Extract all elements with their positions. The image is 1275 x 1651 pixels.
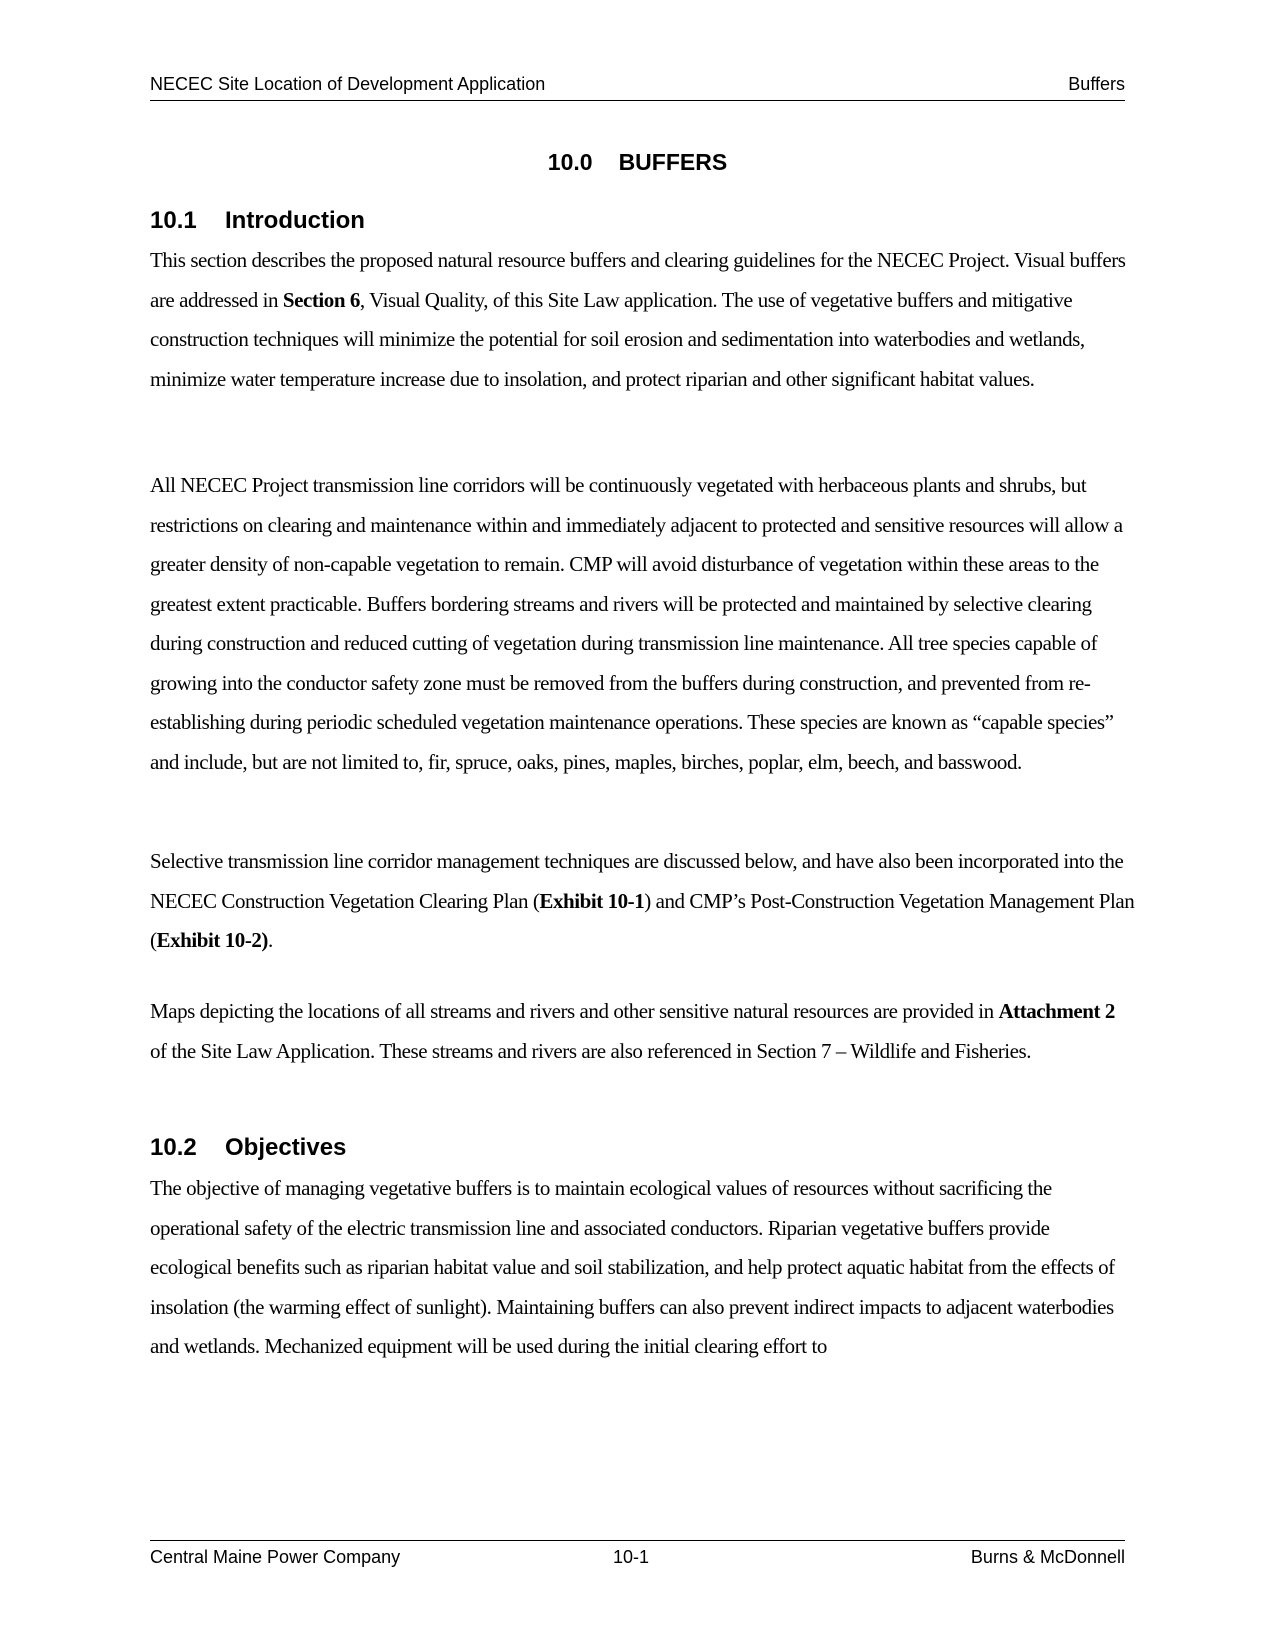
page-number: 10-1 <box>612 1547 650 1567</box>
paragraph-text: Maps depicting the locations of all streams and rivers and other sensitive natural resources are provided in <box>150 999 999 1023</box>
paragraph-objectives <box>150 1169 1135 1367</box>
reference-attachment-2: Attachment 2 <box>998 999 1115 1023</box>
paragraph-management-techniques <box>150 842 1135 961</box>
section-title: Introduction <box>225 207 365 234</box>
reference-exhibit-10-2: Exhibit 10-2) <box>156 928 268 952</box>
running-footer <box>150 1540 1125 1571</box>
paragraph-text: Selective transmission line corridor management techniques are discussed below, and have also been incorporated into the NECEC Construction Vegetation Clearing Plan ( <box>150 849 1124 913</box>
footer-author: Burns & McDonnell <box>970 1547 1125 1567</box>
header-section-name: Buffers <box>1068 74 1125 94</box>
paragraph-text: of the Site Law Application. These streams and rivers are also referenced in Section 7 – Wildlife and Fisheries. <box>150 1038 1032 1063</box>
section-number: 10.1 <box>150 207 197 234</box>
paragraph-text: , Visual Quality, of this Site Law application. The use of vegetative buffers and mitigative construction techniques will minimize the potential for soil erosion and sedimentation into waterbodies and wetlands, minimize water temperature increase due to insolation, and protect riparian and other significant habitat values. <box>150 287 1085 391</box>
paragraph-corridor-vegetation <box>150 466 1135 782</box>
section-heading-objectives <box>150 1134 346 1162</box>
paragraph-maps <box>150 992 1135 1071</box>
reference-section-6: Section 6 <box>282 287 360 312</box>
reference-exhibit-10-1: Exhibit 10-1 <box>539 888 645 913</box>
section-number: 10.2 <box>150 1134 197 1161</box>
chapter-title-text: BUFFERS <box>618 149 728 175</box>
paragraph-text: . <box>267 928 273 952</box>
paragraph-text: This section describes the proposed natural resource buffers and clearing guidelines for the NECEC Project. Visual buffers are addressed in <box>150 248 1126 312</box>
running-header <box>150 72 1125 101</box>
footer-company: Central Maine Power Company <box>150 1547 401 1567</box>
chapter-number: 10.0 <box>547 149 593 175</box>
paragraph-text: All NECEC Project transmission line corridors will be continuously vegetated with herbaceous plants and shrubs, but restrictions on clearing and maintenance within and immediately adjacent to protected and sensitive resources will allow a greater density of non-capable vegetation to remain. CMP will avoid disturbance of vegetation within these areas to the greatest extent practicable. Buffers bordering streams and rivers will be protected and maintained by selective clearing during construction and reduced cutting of vegetation during transmission line maintenance. All tree species capable of growing into the conductor safety zone must be removed from the buffers during construction, and prevented from re-establishing during periodic scheduled vegetation maintenance operations. These species are known as “capable species” and include, but are not limited to, fir, spruce, oaks, pines, maples, birches, poplar, elm, beech, and basswood. <box>150 473 1123 774</box>
section-heading-introduction <box>150 207 365 235</box>
header-document-title: NECEC Site Location of Development Application <box>150 74 546 94</box>
paragraph-text: The objective of managing vegetative buffers is to maintain ecological values of resources without sacrificing the operational safety of the electric transmission line and associated conductors. Riparian vegetative buffers provide ecological benefits such as riparian habitat value and soil stabilization, and help protect aquatic habitat from the effects of insolation (the warming effect of sunlight). Maintaining buffers can also prevent indirect impacts to adjacent waterbodies and wetlands. Mechanized equipment will be used during the initial clearing effort to <box>150 1176 1115 1358</box>
paragraph-introduction <box>150 241 1135 399</box>
paragraph-text: ) and CMP’s Post-Construction Vegetation Management Plan ( <box>150 888 1135 952</box>
section-title: Objectives <box>225 1134 347 1161</box>
chapter-title <box>150 149 1125 176</box>
